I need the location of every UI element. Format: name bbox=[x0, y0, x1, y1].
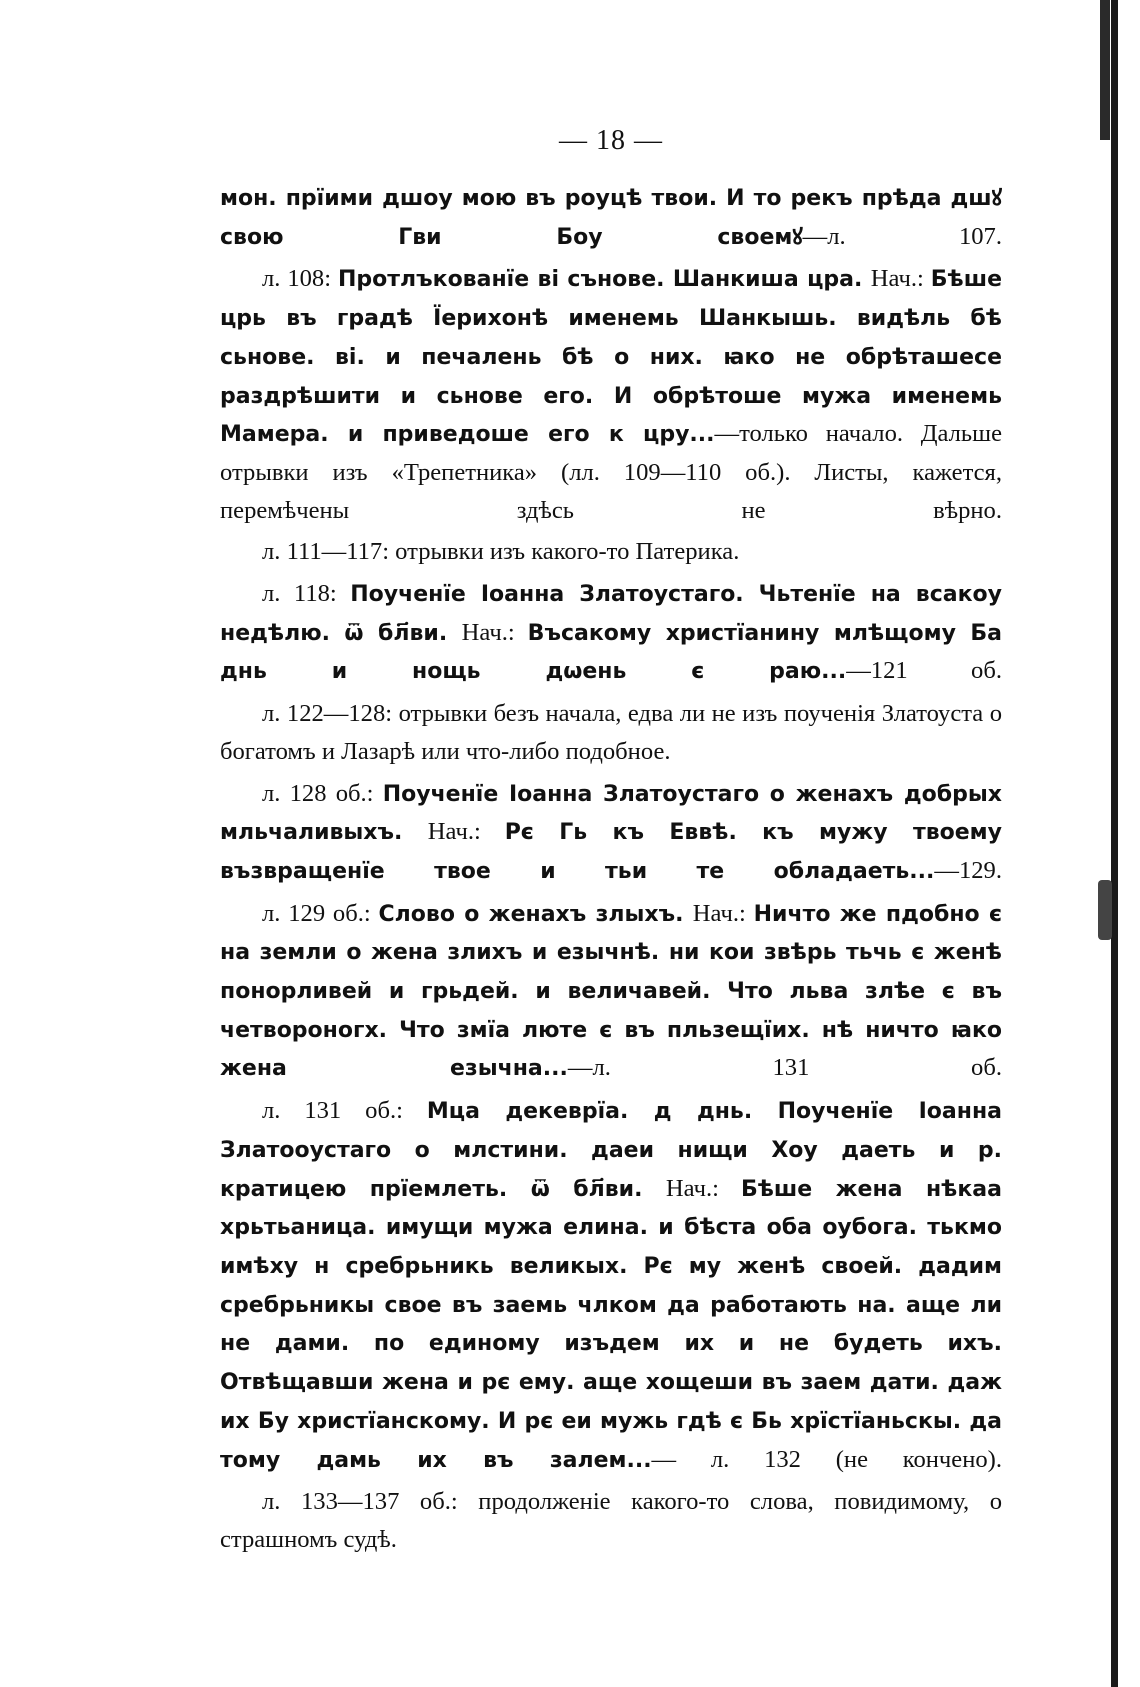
folio-reference: л. 129 об.: bbox=[262, 899, 379, 927]
folio-reference: л. 118: bbox=[262, 580, 351, 608]
commentary-text: —только начало. Дальше отрывки изъ «Трепетника» (лл. 109—110 об.). Листы, кажется, перемѣчены здѣсь не вѣрно. bbox=[220, 420, 1002, 524]
incipit-label: Нач.: bbox=[870, 265, 931, 293]
slavonic-title: Поученїе Іоанна Златоустаго. Чьтенїе на всакоу недѣлю. ѿ бл҃ви. bbox=[220, 582, 1003, 646]
scan-edge-mark bbox=[1098, 880, 1112, 940]
slavonic-title: Мца декеврїа. д днь. Поученїе Іоанна Златооустаго о млстини. даеи нищи Хоу даеть и р. кратицею прїемлеть. ѿ бл҃ви. bbox=[220, 1099, 1002, 1202]
paragraph-4 bbox=[220, 575, 1002, 691]
paragraph-9 bbox=[220, 1483, 1002, 1558]
paragraph-2 bbox=[220, 260, 1002, 529]
slavonic-incipit: Ничто же пдобно є на земли о жена злихъ и езычнѣ. ни кои звѣрь тьчь є женѣ понорливей и грьдей. и величавей. Что льва злѣе є въ четвороногх. Что змїа люте є въ пльзещїих. нѣ ничто ꙗко жена езычна... bbox=[220, 901, 1002, 1082]
page-number: — 18 — bbox=[559, 125, 663, 156]
slavonic-text: мон. прїими дшоу мою въ роуцѣ твои. И то рекъ прѣда дшꙋ свою Гви Боу своемꙋ bbox=[220, 186, 1002, 250]
paragraph-6 bbox=[220, 775, 1002, 891]
commentary-text: л. 133—137 об.: продолженіе какого-то слова, повидимому, о страшномъ судѣ. bbox=[220, 1488, 1002, 1553]
paragraph-7 bbox=[220, 895, 1002, 1089]
page bbox=[220, 125, 1002, 1563]
slavonic-incipit: Бѣше жена нѣкаа хрьтьаница. имущи мужа елина. и бѣста оба оубога. тькмо имѣху н сребрьникь великых. Рє му женѣ своей. дадим сребрьникы свое въ заемь члком да работають на. аще ли не дами. по единому изъдем их и не будеть ихъ. Отвѣщавши жена и рє ему. аще хощеши въ заем дати. даж их Бу христїанскому. И рє еи мужь гдѣ є Бь хрїстїаньскы. да тому дамь их въ залем... bbox=[220, 1176, 1002, 1473]
slavonic-title: Протлъкованїе ві сънове. Шанкиша цра. bbox=[337, 267, 871, 293]
paragraph-8 bbox=[220, 1092, 1002, 1479]
folio-reference: л. 131 об.: bbox=[262, 1097, 427, 1125]
incipit-label: Нач.: bbox=[427, 818, 505, 846]
folio-reference: — л. 132 (не кончено). bbox=[651, 1445, 1002, 1473]
folio-reference: —л. 131 об. bbox=[567, 1054, 1002, 1082]
slavonic-incipit: Рє Гь къ Еввѣ. къ мужу твоему възвращенїе твое и тьи те обладаеть... bbox=[220, 820, 1002, 884]
paragraph-5 bbox=[220, 695, 1002, 770]
incipit-label: Нач.: bbox=[665, 1174, 741, 1202]
slavonic-title: Поученїе Іоанна Златоустаго о женахъ добрых мльчаливыхъ. bbox=[220, 781, 1002, 846]
paragraph-1 bbox=[220, 179, 1002, 256]
scan-edge-line bbox=[1111, 0, 1118, 1687]
folio-reference: л. 108: bbox=[262, 265, 338, 293]
slavonic-incipit: Бѣше црь въ градѣ Їерихонѣ именемь Шанкышь. видѣль бѣ сьнове. ві. и печалень бѣ о них. ꙗко не обрѣташесе раздрѣшити и сьнове его. И обрѣтоше мужа именемь Мамера. и приведоше его к цру... bbox=[220, 267, 1002, 448]
incipit-label: Нач.: bbox=[692, 899, 754, 927]
folio-reference: —л. 107. bbox=[802, 222, 1002, 250]
incipit-label: Нач.: bbox=[461, 618, 528, 646]
commentary-text: л. 122—128: отрывки безъ начала, едва ли не изъ поученія Златоуста о богатомъ и Лазарѣ или что-либо подобное. bbox=[220, 700, 1002, 765]
commentary-text: л. 111—117: отрывки изъ какого-то Патерика. bbox=[262, 538, 740, 566]
paragraph-3 bbox=[220, 533, 1002, 571]
slavonic-title: Слово о женахъ злыхъ. bbox=[378, 901, 693, 927]
folio-reference: л. 128 об.: bbox=[262, 779, 383, 807]
slavonic-incipit: Въсакому христїанину млѣщому Ба днь и нощь дѡень є раю... bbox=[220, 620, 1002, 685]
folio-reference: —129. bbox=[934, 856, 1002, 884]
scan-edge-smudge bbox=[1100, 0, 1110, 140]
folio-reference: —121 об. bbox=[846, 657, 1003, 685]
